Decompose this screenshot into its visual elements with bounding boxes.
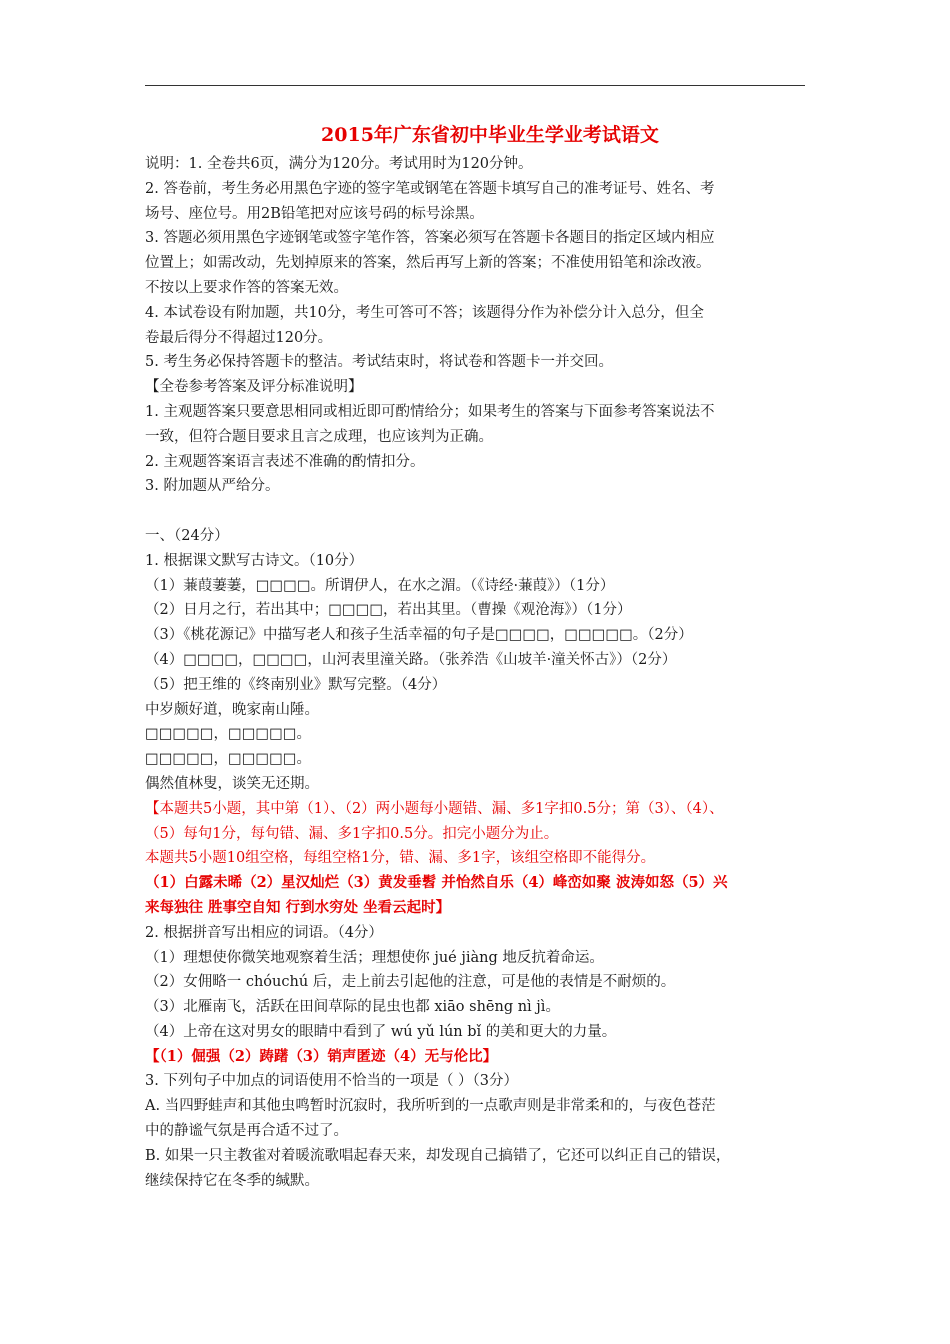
text-line: 偶然值林叟，谈笑无还期。 (145, 775, 319, 792)
text-line: 位置上；如需改动，先划掉原来的答案，然后再写上新的答案；不准使用铅笔和涂改液。 (145, 255, 711, 272)
text-line: 来每独往 胜事空自知 行到水穷处 坐看云起时】 (145, 898, 451, 916)
document-body (145, 118, 815, 1193)
text-line: 卷最后得分不得超过120分。 (145, 329, 333, 346)
text-line: 1. 主观题答案只要意思相同或相近即可酌情给分；如果考生的答案与下面参考答案说法不 (145, 403, 715, 420)
text-line: 本题共5小题10组空格，每组空格1分，错、漏、多1字，该组空格即不能得分。 (145, 850, 656, 867)
text-line: （4）□□□□，□□□□，山河表里潼关路。（张养浩《山坡羊·潼关怀古》）（2分） (145, 651, 677, 668)
text-line: （1）理想使你微笑地观察着生活；理想使你 jué jiàng 地反抗着命运。 (145, 949, 604, 966)
text-line: （5）每句1分，每句错、漏、多1字扣0.5分。扣完小题分为止。 (145, 825, 559, 842)
text-line: 1. 根据课文默写古诗文。（10分） (145, 552, 364, 569)
text-line: 3. 答题必须用黑色字迹钢笔或签字笔作答，答案必须写在答题卡各题目的指定区域内相应 (145, 230, 715, 247)
text-line: 中的静谧气氛是再合适不过了。 (145, 1123, 348, 1140)
text-line: □□□□□，□□□□□。 (145, 751, 311, 768)
text-line: 2. 主观题答案语言表述不准确的酌情扣分。 (145, 453, 425, 470)
text-line: 2. 答卷前，考生务必用黑色字迹的签字笔或钢笔在答题卡填写自己的准考证号、姓名、考 (145, 180, 715, 197)
text-line: 场号、座位号。用2B铅笔把对应该号码的标号涂黑。 (145, 205, 484, 222)
text-line: （1）蒹葭萋萋，□□□□。所谓伊人，在水之湄。（《诗经·蒹葭》）（1分） (145, 577, 615, 594)
text-line: □□□□□，□□□□□。 (145, 726, 311, 743)
text-line: （2）女佣略一 chóuchú 后，走上前去引起他的注意，可是他的表情是不耐烦的。 (145, 974, 676, 991)
text-line: 【全卷参考答案及评分标准说明】 (145, 379, 363, 396)
text-line: （2）日月之行，若出其中；□□□□，若出其里。（曹操《观沧海》）（1分） (145, 602, 632, 619)
text-line: 2. 根据拼音写出相应的词语。（4分） (145, 924, 383, 941)
text-line: 说明：1. 全卷共6页，满分为120分。考试用时为120分钟。 (145, 156, 533, 172)
text-line: B. 如果一只主教雀对着暖流歌唱起春天来，却发现自己搞错了，它还可以纠正自己的错误， (145, 1147, 731, 1164)
text-line: 一致，但符合题目要求且言之成理，也应该判为正确。 (145, 428, 493, 445)
text-line: （3）北雁南飞，活跃在田间草际的昆虫也都 xiāo shēng nì jì。 (145, 999, 560, 1016)
text-line: 不按以上要求作答的答案无效。 (145, 279, 348, 296)
text-line: 中岁颇好道，晚家南山陲。 (145, 701, 319, 718)
text-line: （1）白露未晞（2）星汉灿烂（3）黄发垂髫 并怡然自乐（4）峰峦如聚 波涛如怒（5）兴 (145, 874, 728, 892)
text-line: 一、（24分） (145, 527, 229, 544)
text-line: 【本题共5小题，其中第（1）、（2）两小题每小题错、漏、多1字扣0.5分；第（3）、（4）、 (145, 800, 724, 817)
text-line: （3）《桃花源记》中描写老人和孩子生活幸福的句子是□□□□，□□□□□。（2分） (145, 627, 693, 644)
text-line: 5. 考生务必保持答题卡的整洁。考试结束时，将试卷和答题卡一并交回。 (145, 354, 613, 371)
text-line: 3. 下列句子中加点的词语使用不恰当的一项是（ ）（3分） (145, 1073, 519, 1090)
text-line: （5）把王维的《终南别业》默写完整。（4分） (145, 676, 447, 693)
text-line: 3. 附加题从严给分。 (145, 478, 280, 495)
text-line: A. 当四野蛙声和其他虫鸣暂时沉寂时，我所听到的一点歌声则是非常柔和的，与夜色苍茫 (145, 1098, 716, 1115)
blank-line (145, 499, 815, 524)
text-line: 【（1）倔强（2）踌躇（3）销声匿迹（4）无与伦比】 (145, 1047, 498, 1065)
document-title: 2015年广东省初中毕业生学业考试语文 (321, 124, 659, 146)
text-lines (145, 152, 815, 1193)
text-line: （4）上帝在这对男女的眼睛中看到了 wú yǔ lún bǐ 的美和更大的力量。 (145, 1023, 617, 1040)
text-line: 4. 本试卷设有附加题，共10分，考生可答可不答；该题得分作为补偿分计入总分，但全 (145, 304, 704, 321)
header-rule (145, 85, 805, 86)
text-line: 继续保持它在冬季的缄默。 (145, 1172, 319, 1189)
